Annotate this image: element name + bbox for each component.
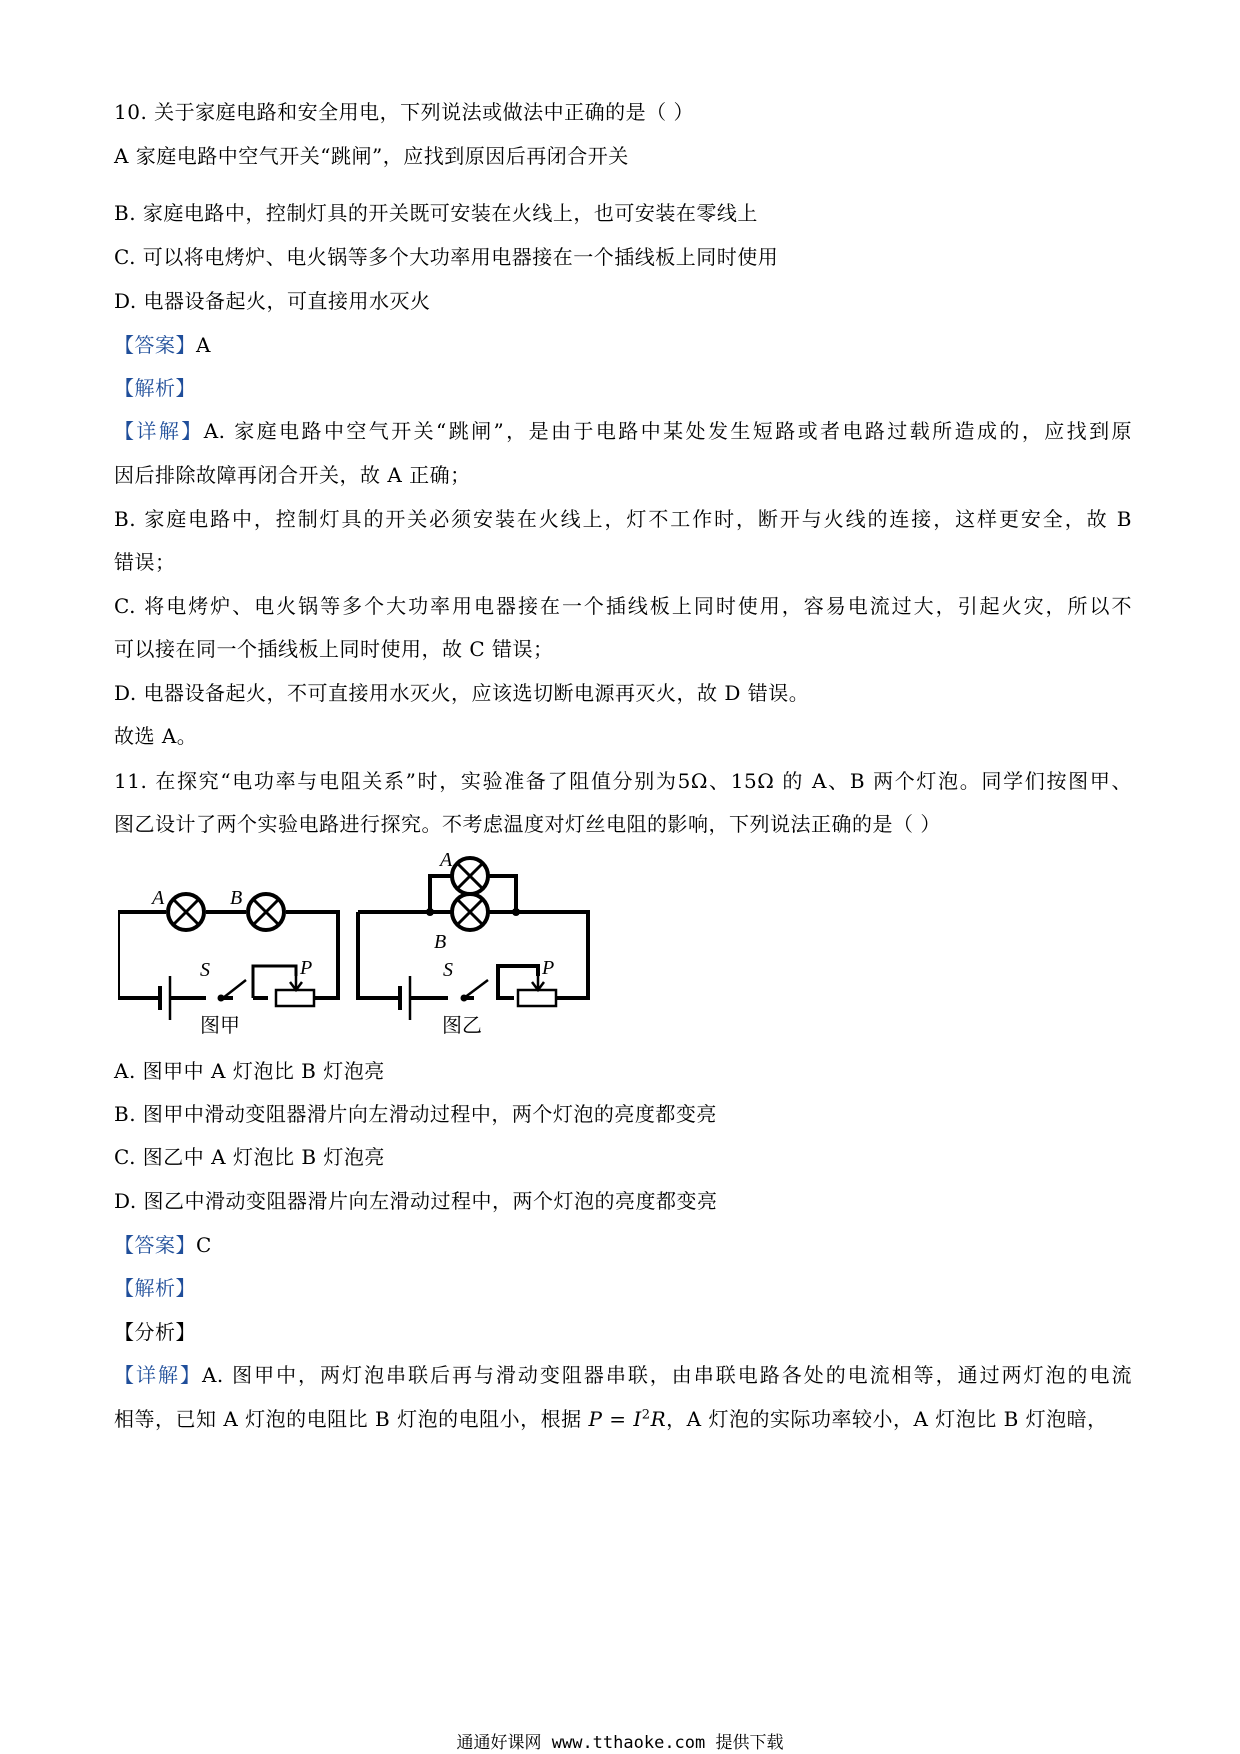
q10-detail-line-7: D. 电器设备起火，不可直接用水灭火，应该选切断电源再灭火，故 D 错误。 xyxy=(114,681,810,705)
q11-stem-line-2: 图乙设计了两个实验电路进行探究。不考虑温度对灯丝电阻的影响，下列说法正确的是（ ） xyxy=(114,812,941,836)
answer-tag: 【答案】 xyxy=(114,1233,196,1257)
q10-stem: 10. 关于家庭电路和安全用电，下列说法或做法中正确的是（ ） xyxy=(114,100,695,124)
lamp-b-right xyxy=(452,894,488,930)
answer-tag: 【答案】 xyxy=(114,333,196,357)
lamp-a-left xyxy=(168,894,204,930)
q11-detail-line-1: 【详解】A. 图甲中，两灯泡串联后再与滑动变阻器串联，由串联电路各处的电流相等，通过两灯泡的电流 xyxy=(114,1363,1132,1387)
rheostat-right xyxy=(518,990,556,1006)
q10-answer xyxy=(114,329,211,358)
label-s-left: S xyxy=(200,959,210,981)
q11-fenxi-tag: 【分析】 xyxy=(114,1320,196,1344)
label-b-right: B xyxy=(434,931,447,953)
q10-detail-line-4: 错误； xyxy=(114,550,176,574)
q11-option-d: D. 图乙中滑动变阻器滑片向左滑动过程中，两个灯泡的亮度都变亮 xyxy=(114,1189,718,1213)
circuit-diagrams xyxy=(118,848,678,1048)
label-a-left: A xyxy=(152,887,165,909)
junction-left xyxy=(426,908,434,916)
junction-right xyxy=(512,908,520,916)
q10-option-d: D. 电器设备起火，可直接用水灭火 xyxy=(114,289,431,313)
lamp-a-right xyxy=(452,858,488,894)
q11-analysis-tag: 【解析】 xyxy=(114,1276,196,1300)
power-formula: $P = I^2R$ xyxy=(588,1407,667,1431)
q10-option-c: C. 可以将电烤炉、电火锅等多个大功率用电器接在一个插线板上同时使用 xyxy=(114,245,779,269)
answer-value: C xyxy=(196,1233,212,1257)
q10-detail-line-2: 因后排除故障再闭合开关，故 A 正确； xyxy=(114,463,471,487)
q11-option-b: B. 图甲中滑动变阻器滑片向左滑动过程中，两个灯泡的亮度都变亮 xyxy=(114,1102,717,1126)
label-p-right: P xyxy=(542,957,555,979)
q11-stem-line-1: 11. 在探究“电功率与电阻关系”时，实验准备了阻值分别为5Ω、15Ω 的 A、B 两个灯泡。同学们按图甲、 xyxy=(114,769,1132,793)
switch-pivot-right xyxy=(461,995,468,1002)
q10-detail-line-3: B. 家庭电路中，控制灯具的开关必须安装在火线上，灯不工作时，断开与火线的连接，这样更安全，故 B xyxy=(114,507,1132,531)
lamp-b-left xyxy=(248,894,284,930)
footer-credit: 通通好课网 www.tthaoke.com 提供下载 xyxy=(456,1733,784,1753)
switch-pivot-left xyxy=(218,995,225,1002)
label-p-left: P xyxy=(300,957,313,979)
q10-conclusion: 故选 A。 xyxy=(114,724,198,748)
caption-left: 图甲 xyxy=(200,1013,240,1037)
rheostat-left xyxy=(276,990,314,1006)
label-b-left: B xyxy=(230,887,243,909)
q10-detail-line-6: 可以接在同一个插线板上同时使用，故 C 错误； xyxy=(114,637,554,661)
q11-option-c: C. 图乙中 A 灯泡比 B 灯泡亮 xyxy=(114,1145,385,1169)
label-s-right: S xyxy=(443,959,453,981)
detail-tag: 【详解】 xyxy=(114,419,204,443)
q11-answer xyxy=(114,1229,212,1258)
q11-option-a: A. 图甲中 A 灯泡比 B 灯泡亮 xyxy=(114,1059,385,1083)
q10-option-a: A 家庭电路中空气开关“跳闸”，应找到原因后再闭合开关 xyxy=(114,144,629,168)
q11-detail-line-2: 相等，已知 A 灯泡的电阻比 B 灯泡的电阻小，根据 $P = I^2R$，A 灯泡的实际功率较小，A 灯泡比 B 灯泡暗， xyxy=(114,1407,1108,1431)
q10-analysis-tag: 【解析】 xyxy=(114,376,196,400)
q10-detail-line-1: 【详解】A. 家庭电路中空气开关“跳闸”，是由于电路中某处发生短路或者电路过载所造成的，应找到原 xyxy=(114,419,1133,443)
q10-option-b: B. 家庭电路中，控制灯具的开关既可安装在火线上，也可安装在零线上 xyxy=(114,201,758,225)
detail-tag: 【详解】 xyxy=(114,1363,202,1387)
caption-right: 图乙 xyxy=(442,1013,482,1037)
answer-value: A xyxy=(196,333,211,357)
q10-detail-line-5: C. 将电烤炉、电火锅等多个大功率用电器接在一个插线板上同时使用，容易电流过大，引起火灾，所以不 xyxy=(114,594,1132,618)
label-a-right: A xyxy=(440,849,453,871)
